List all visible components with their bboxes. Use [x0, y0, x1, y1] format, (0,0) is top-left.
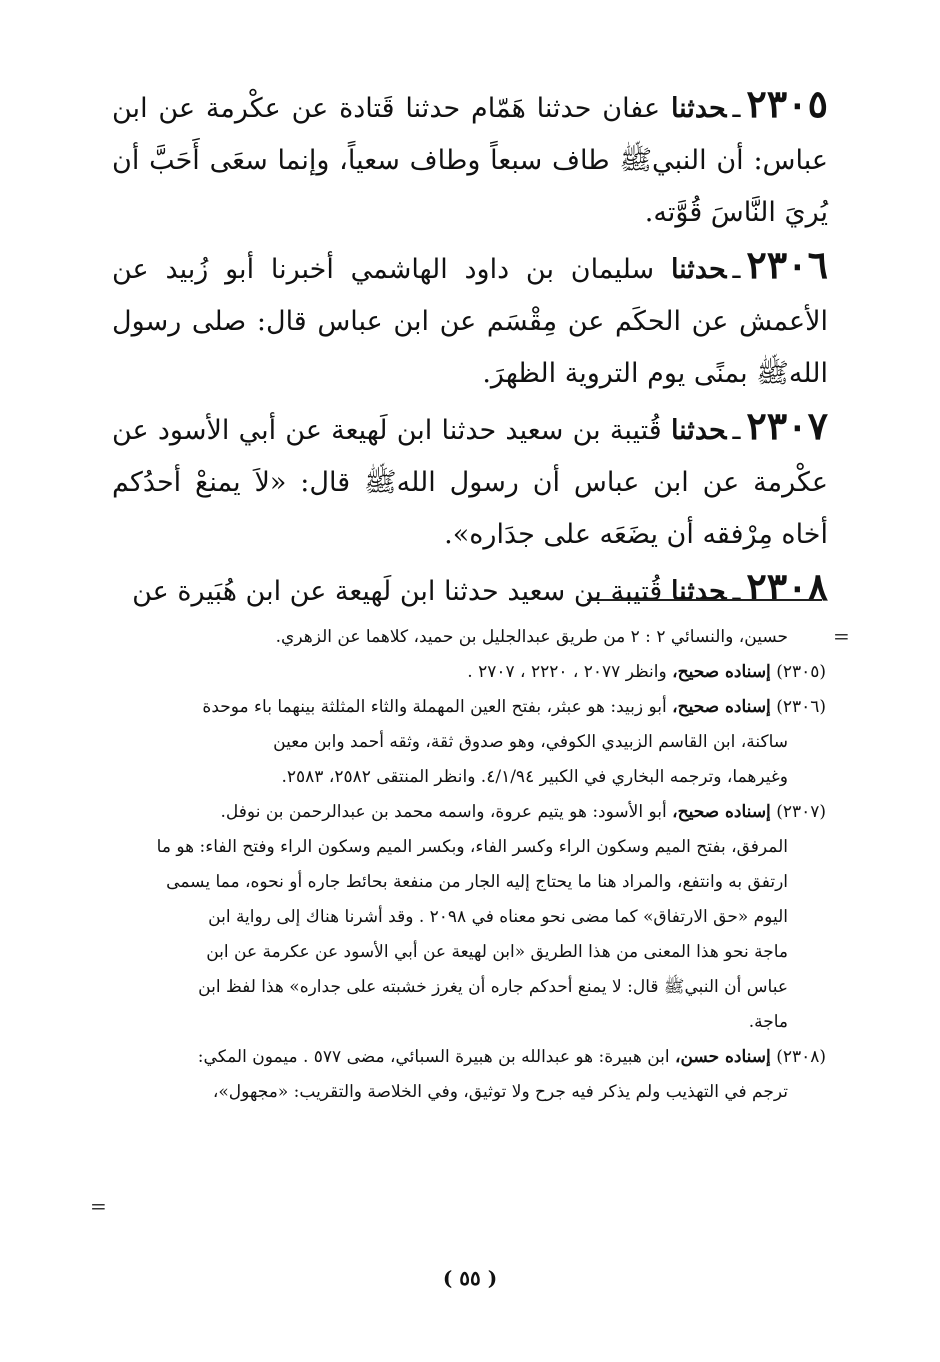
footnote-text: أبو الأسود: هو يتيم عروة، واسمه محمد بن عبدالرحمن بن نوفل.	[220, 802, 667, 822]
footnote-line: عباس أن النبيﷺ قال: لا يمنع أحدكم جاره أن يغرز خشبته على جداره» هذا لفظ ابن	[198, 977, 788, 997]
footnote-line: وغيرهما، وترجمه البخاري في الكبير ٤/١/٩٤. وانظر المنتقى ٢٥٨٢، ٢٥٨٣.	[281, 767, 788, 787]
footnote-grading: إسناده صحيح،	[672, 662, 771, 682]
hadith-number: ٢٣٠٦	[746, 242, 828, 287]
hadith-keyword: حدثنا	[670, 93, 727, 124]
footnote-line: ترجم في التهذيب ولم يذكر فيه جرح ولا توثيق، وفي الخلاصة والتقريب: «مجهول»،	[212, 1082, 788, 1102]
hadith-text: قُتيبة بن سعيد حدثنا ابن لَهيعة عن ابن هُبَيرة عن	[132, 576, 663, 607]
footnote-line: ارتفق به وانتفع، والمراد هنا ما يحتاج إليه الجار من منفعة بحائط جاره أو نحوه، مما يسمى	[166, 872, 788, 892]
footnote-line: اليوم «حق الارتفاق» كما مضى نحو معناه في ٢٠٩٨ . وقد أشرنا هناك إلى رواية ابن	[208, 907, 788, 927]
footnote-2308	[112, 1040, 826, 1075]
footnote-2306	[112, 690, 826, 725]
continuation-mark: =	[833, 624, 850, 648]
footnote-continuation: حسين، والنسائي ٢ : ٢ من طريق عبدالجليل بن حميد، كلاهما عن الزهري.	[275, 627, 788, 647]
footnote-ref: (٢٣٠٥)	[776, 662, 826, 682]
hadith-keyword: حدثنا	[670, 254, 727, 285]
hadith-2306: ٢٣٠٦ـحدثنا سليمان بن داود الهاشمي أخبرنا أبو زُبيد عن الأعمش عن الحكَم عن مِقْسَم عن ابن عباس قال: صلى رسول اللهﷺ بمنًى يوم التروية الظهرَ.	[112, 242, 828, 389]
hadith-text: سليمان بن داود الهاشمي أخبرنا أبو زُبيد عن الأعمش عن الحكَم عن مِقْسَم عن ابن عباس قال: صلى رسول اللهﷺ بمنًى يوم التروية الظهرَ.	[112, 254, 828, 389]
footnote-text: أبو زبيد: هو عبثر، بفتح العين المهملة والثاء المثلثة بينهما باء موحدة	[202, 697, 667, 717]
footnote-grading: إسناده صحيح،	[672, 697, 771, 717]
hadith-2307: ٢٣٠٧ـحدثنا قُتيبة بن سعيد حدثنا ابن لَهيعة عن أبي الأسود عن عكْرمة عن ابن عباس أن رسول اللهﷺ قال: «لاَ يمنعْ أحدُكم أخاه مِرْفقه أن يضَعَه على جدَاره».	[112, 403, 828, 550]
footnote-2307	[112, 795, 826, 830]
hadith-text: عفان حدثنا هَمّام حدثنا قَتادة عن عكْرمة عن ابن عباس: أن النبيﷺ طاف سبعاً وطاف سعياً، وإنما سعَى أَحَبَّ أن يُريَ النَّاسَ قُوَّته.	[112, 93, 828, 228]
footnote-ref: (٢٣٠٧)	[776, 802, 826, 822]
footnote-separator	[587, 599, 822, 601]
footnote-text: وانظر ٢٠٧٧ ، ٢٢٢٠ ، ٢٧٠٧ .	[467, 662, 667, 682]
footnote-line: ساكنة، ابن القاسم الزبيدي الكوفي، وهو صدوق ثقة، وثقه أحمد وابن معين	[273, 732, 788, 752]
hadith-2308: ٢٣٠٨ـحدثنا قُتيبة بن سعيد حدثنا ابن لَهيعة عن ابن هُبَيرة عن	[132, 564, 828, 609]
hadith-number: ٢٣٠٥	[746, 81, 828, 126]
footnote-grading: إسناده حسن،	[675, 1047, 771, 1067]
continuation-mark-end: =	[90, 1194, 107, 1218]
footnote-ref: (٢٣٠٨)	[776, 1047, 826, 1067]
footnote-2305	[112, 655, 826, 690]
hadith-keyword: حدثنا	[670, 415, 727, 446]
hadith-number: ٢٣٠٨	[746, 564, 828, 609]
hadith-text: قُتيبة بن سعيد حدثنا ابن لَهيعة عن أبي الأسود عن عكْرمة عن ابن عباس أن رسول اللهﷺ قال: «لاَ يمنعْ أحدُكم أخاه مِرْفقه أن يضَعَه على جدَاره».	[112, 415, 828, 550]
footnote-text: ابن هبيرة: هو عبدالله بن هبيرة السبائي، مضى ٥٧٧ . ميمون المكي:	[197, 1047, 670, 1067]
hadith-keyword: حدثنا	[670, 576, 727, 607]
footnote-line: ماجة.	[748, 1012, 788, 1032]
footnote-ref: (٢٣٠٦)	[776, 697, 826, 717]
footnotes	[112, 620, 826, 1110]
footnote-line: ماجة نحو هذا المعنى من هذا الطريق «ابن لهيعة عن أبي الأسود عن عكرمة عن ابن	[206, 942, 788, 962]
hadith-block	[112, 78, 828, 618]
hadith-number: ٢٣٠٧	[746, 403, 828, 448]
footnote-line: المرفق، بفتح الميم وسكون الراء وكسر الفاء، وبكسر الميم وسكون الراء وفتح الفاء: هو ما	[156, 837, 788, 857]
hadith-2305: ٢٣٠٥ـحدثنا عفان حدثنا هَمّام حدثنا قَتادة عن عكْرمة عن ابن عباس: أن النبيﷺ طاف سبعاً وطاف سعياً، وإنما سعَى أَحَبَّ أن يُريَ النَّاسَ قُوَّته.	[112, 81, 828, 228]
footnote-grading: إسناده صحيح،	[672, 802, 771, 822]
page-number: ( ٥٥ )	[442, 1266, 498, 1290]
